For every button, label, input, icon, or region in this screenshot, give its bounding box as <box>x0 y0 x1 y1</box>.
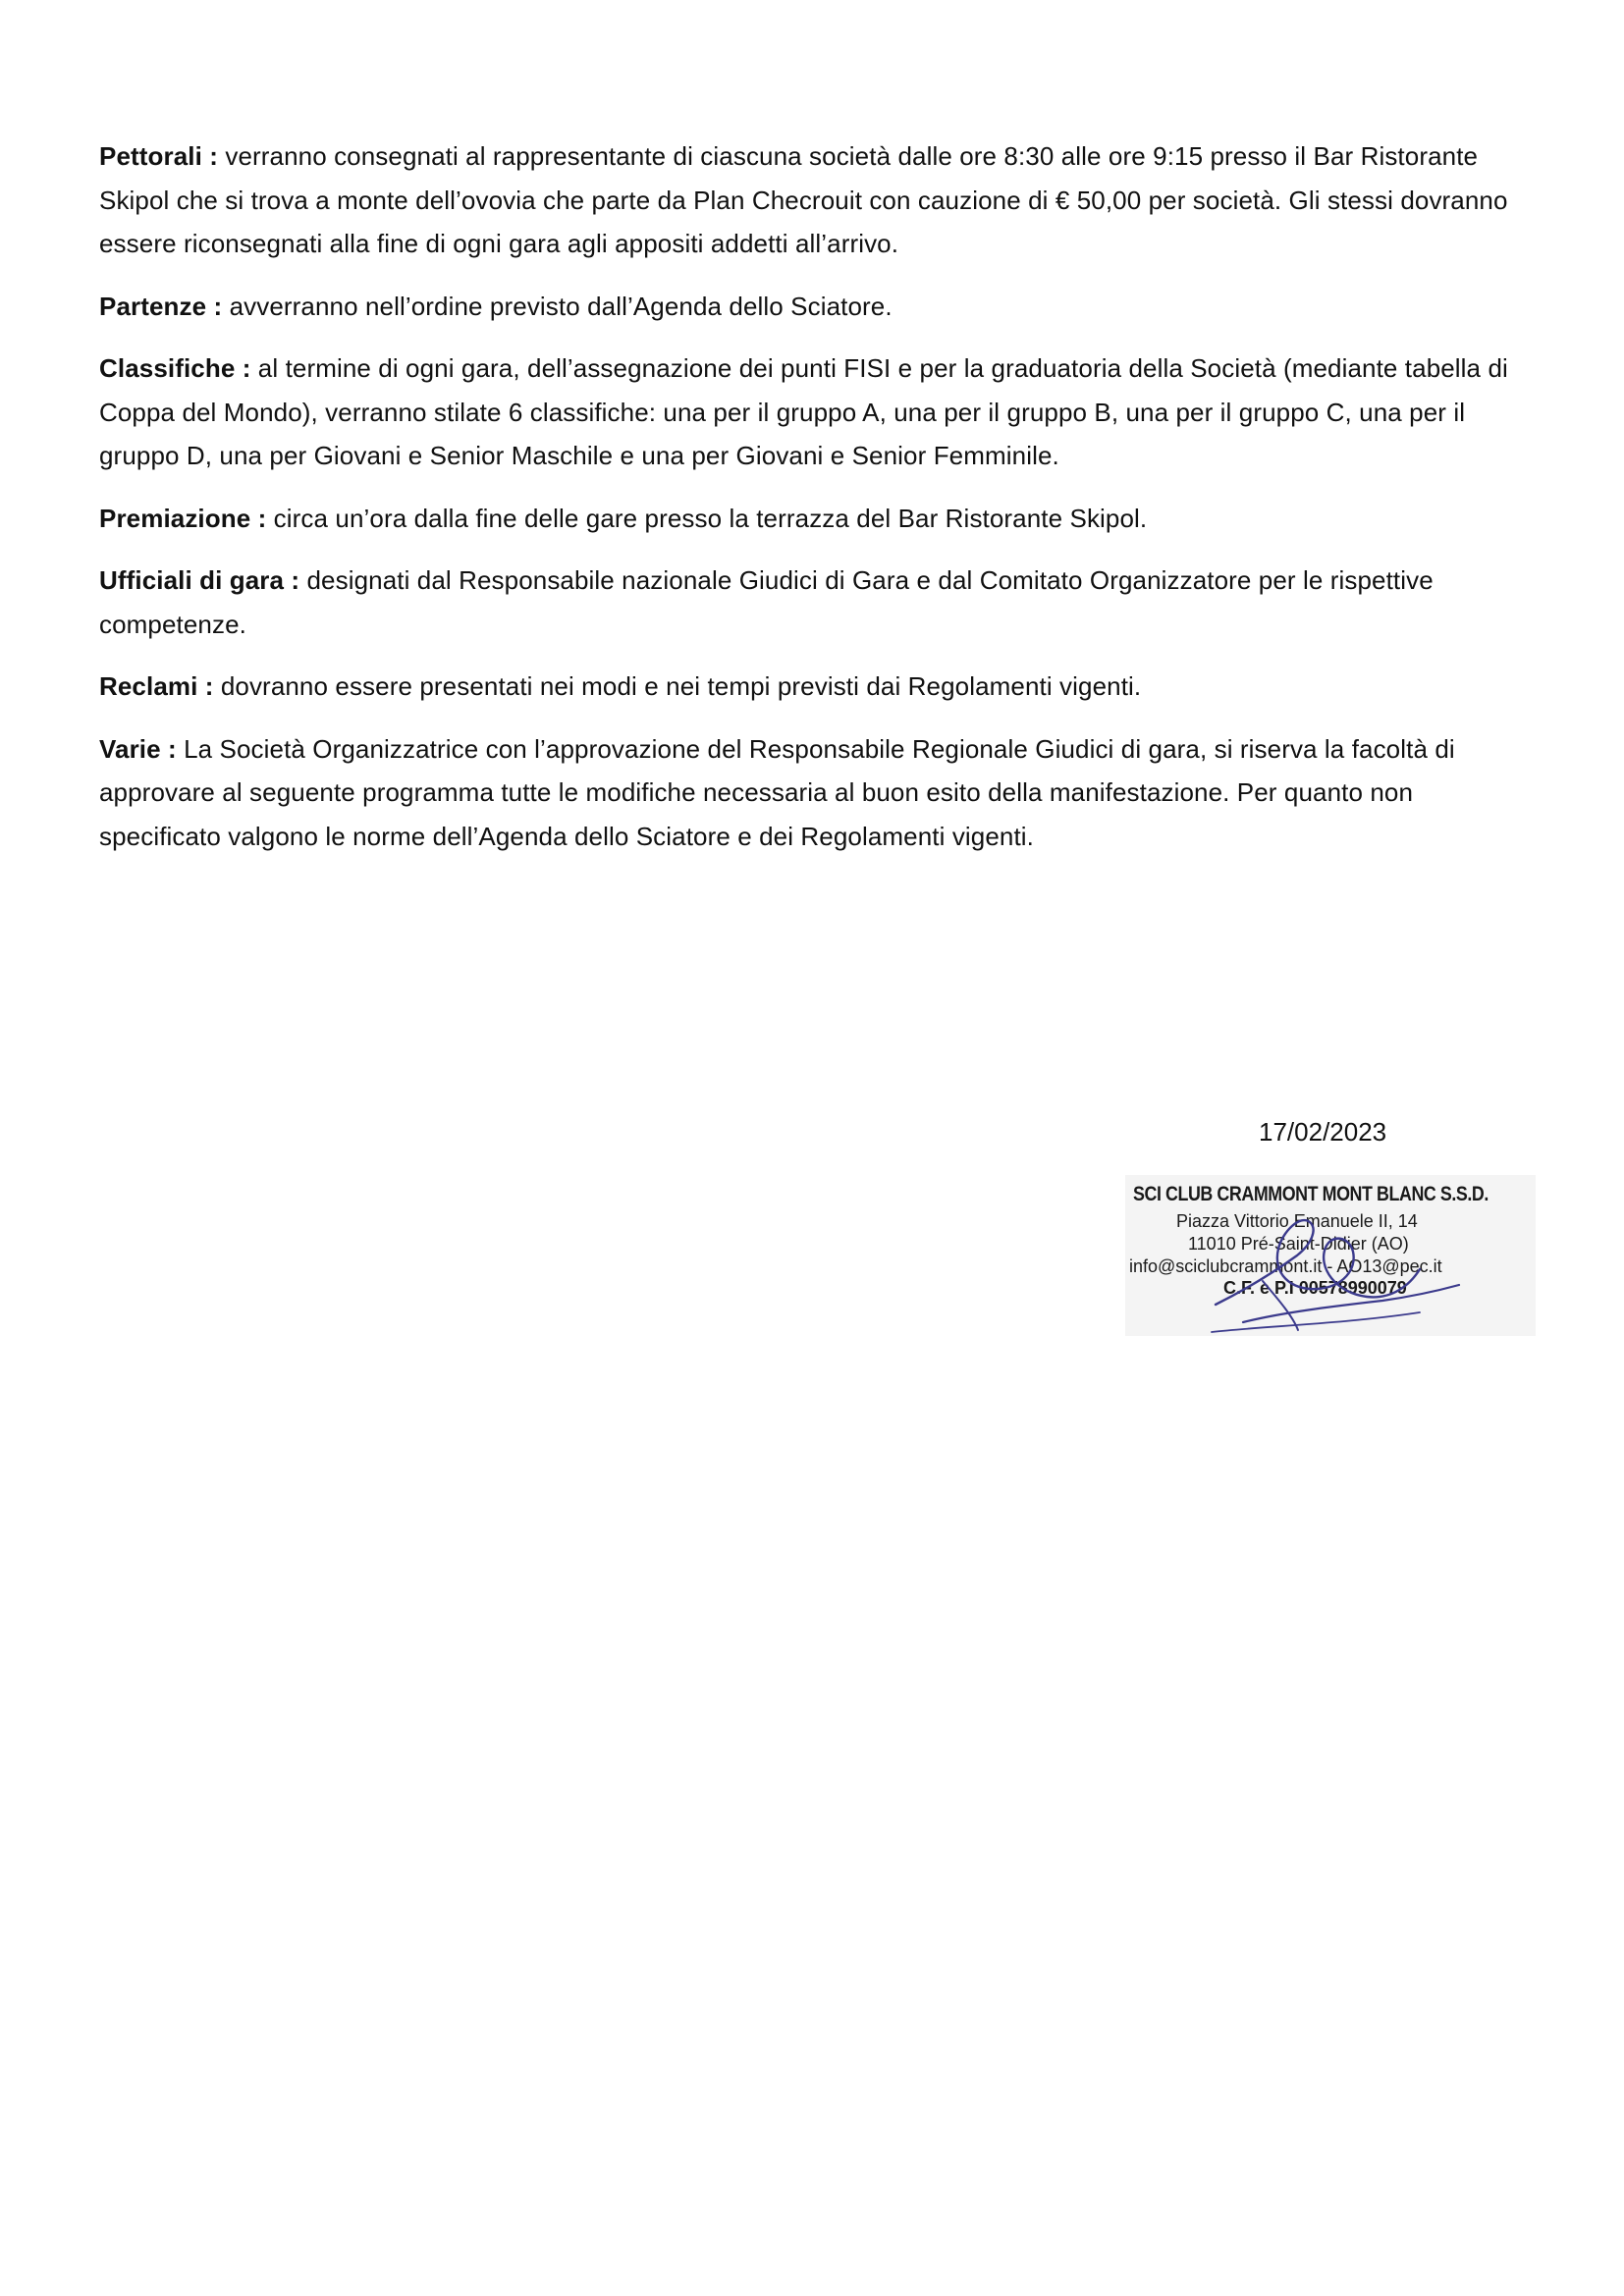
paragraph-ufficiali <box>99 559 1533 646</box>
paragraph-label: Reclami : <box>99 671 214 701</box>
paragraph-partenze <box>99 285 1533 329</box>
paragraph-text: al termine di ogni gara, dell’assegnazione dei punti FISI e per la graduatoria della Società (mediante tabella di Coppa del Mondo), verranno stilate 6 classifiche: una per il gruppo A, una per il gruppo B, una per il gruppo C, una per il gruppo D, una per Giovani e Senior Maschile e una per Giovani e Senior Femminile. <box>99 353 1508 470</box>
stamp-text <box>1125 1175 1536 1336</box>
document-body <box>99 134 1533 877</box>
paragraph-text: dovranno essere presentati nei modi e nei tempi previsti dai Regolamenti vigenti. <box>213 671 1142 701</box>
stamp-contacts: info@sciclubcrammont.it - AO13@pec.it <box>1129 1256 1442 1276</box>
stamp-tax-id: C.F. e P.I 00578990079 <box>1223 1278 1407 1298</box>
paragraph-label: Ufficiali di gara : <box>99 565 300 595</box>
paragraph-text: avverranno nell’ordine previsto dall’Agenda dello Sciatore. <box>222 291 893 321</box>
paragraph-varie <box>99 727 1533 859</box>
paragraph-pettorali <box>99 134 1533 266</box>
paragraph-text: designati dal Responsabile nazionale Giudici di Gara e dal Comitato Organizzatore per le rispettive competenze. <box>99 565 1434 639</box>
stamp-club-name: SCI CLUB CRAMMONT MONT BLANC S.S.D. <box>1133 1183 1489 1205</box>
paragraph-label: Pettorali : <box>99 141 219 171</box>
paragraph-label: Varie : <box>99 733 177 764</box>
paragraph-text: circa un’ora dalla fine delle gare presso la terrazza del Bar Ristorante Skipol. <box>266 503 1148 533</box>
paragraph-premiazione <box>99 497 1533 541</box>
paragraph-label: Premiazione : <box>99 503 267 533</box>
club-stamp <box>1125 1175 1536 1336</box>
paragraph-classifiche <box>99 347 1533 478</box>
paragraph-label: Partenze : <box>99 291 223 321</box>
paragraph-text: La Società Organizzatrice con l’approvazione del Responsabile Regionale Giudici di gara, si riserva la facoltà di approvare al seguente programma tutte le modifiche necessaria al buon esito della manifestazione. Per quanto non specificato valgono le norme dell’Agenda dello Sciatore e dei Regolamenti vigenti. <box>99 733 1455 851</box>
paragraph-reclami <box>99 665 1533 709</box>
document-date: 17/02/2023 <box>1259 1117 1387 1147</box>
paragraph-label: Classifiche : <box>99 353 251 383</box>
paragraph-text: verranno consegnati al rappresentante di ciascuna società dalle ore 8:30 alle ore 9:15 presso il Bar Ristorante Skipol che si trova a monte dell’ovovia che parte da Plan Checrouit con cauzione di € 50,00 per società. Gli stessi dovranno essere riconsegnati alla fine di ogni gara agli appositi addetti all’arrivo. <box>99 141 1508 258</box>
stamp-city: 11010 Pré-Saint-Didier (AO) <box>1188 1234 1409 1254</box>
stamp-address: Piazza Vittorio Emanuele II, 14 <box>1176 1211 1418 1231</box>
